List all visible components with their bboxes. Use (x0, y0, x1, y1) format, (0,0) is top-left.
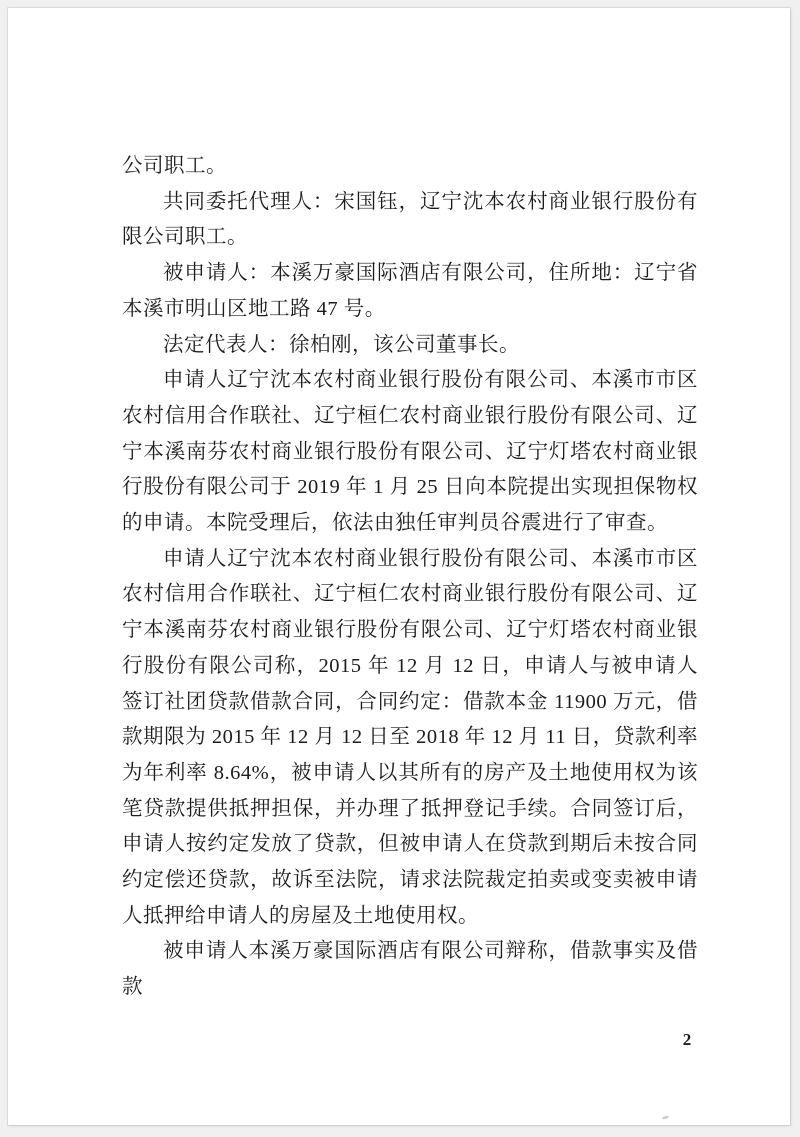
paragraph-respondent-defense: 被申请人本溪万豪国际酒店有限公司辩称，借款事实及借款 (122, 940, 698, 999)
page-number: 2 (682, 1030, 692, 1049)
paragraph-applicant-claims: 申请人辽宁沈本农村商业银行股份有限公司、本溪市市区农村信用合作联社、辽宁桓仁农村商业银行股份有限公司、辽宁本溪南芬农村商业银行股份有限公司、辽宁灯塔农村商业银行股份有限公司称，2015 年 12 月 12 日，申请人与被申请人签订社团贷款借款合同，合同约定：借款本金 11900 万元，借款期限为 2015 年 12 月 12 日至 2018 年 12 月 11 日，贷款利率为年利率 8.64%，被申请人以其所有的房产及土地使用权为该笔贷款提供抵押担保，并办理了抵押登记手续。合同签订后，申请人按约定发放了贷款，但被申请人在贷款到期后未按合同约定偿还贷款，故诉至法院，请求法院裁定拍卖或变卖被申请人抵押给申请人的房屋及土地使用权。 (122, 547, 698, 927)
document-page (8, 8, 790, 1125)
paragraph-respondent: 被申请人：本溪万豪国际酒店有限公司，住所地：辽宁省本溪市明山区地工路 47 号。 (122, 262, 698, 320)
paragraph-joint-agent: 共同委托代理人：宋国钰，辽宁沈本农村商业银行股份有限公司职工。 (122, 190, 698, 249)
paragraph-application-filing: 申请人辽宁沈本农村商业银行股份有限公司、本溪市市区农村信用合作联社、辽宁桓仁农村商业银行股份有限公司、辽宁本溪南芬农村商业银行股份有限公司、辽宁灯塔农村商业银行股份有限公司于 2019 年 1 月 25 日向本院提出实现担保物权的申请。本院受理后，依法由独任审判员谷震进行了审查。 (122, 369, 698, 535)
paragraph-continuation: 公司职工。 (122, 155, 227, 177)
paragraph-legal-representative: 法定代表人：徐柏刚，该公司董事长。 (163, 333, 520, 356)
scan-artifact (662, 1115, 670, 1120)
document-body-text (122, 149, 698, 1006)
